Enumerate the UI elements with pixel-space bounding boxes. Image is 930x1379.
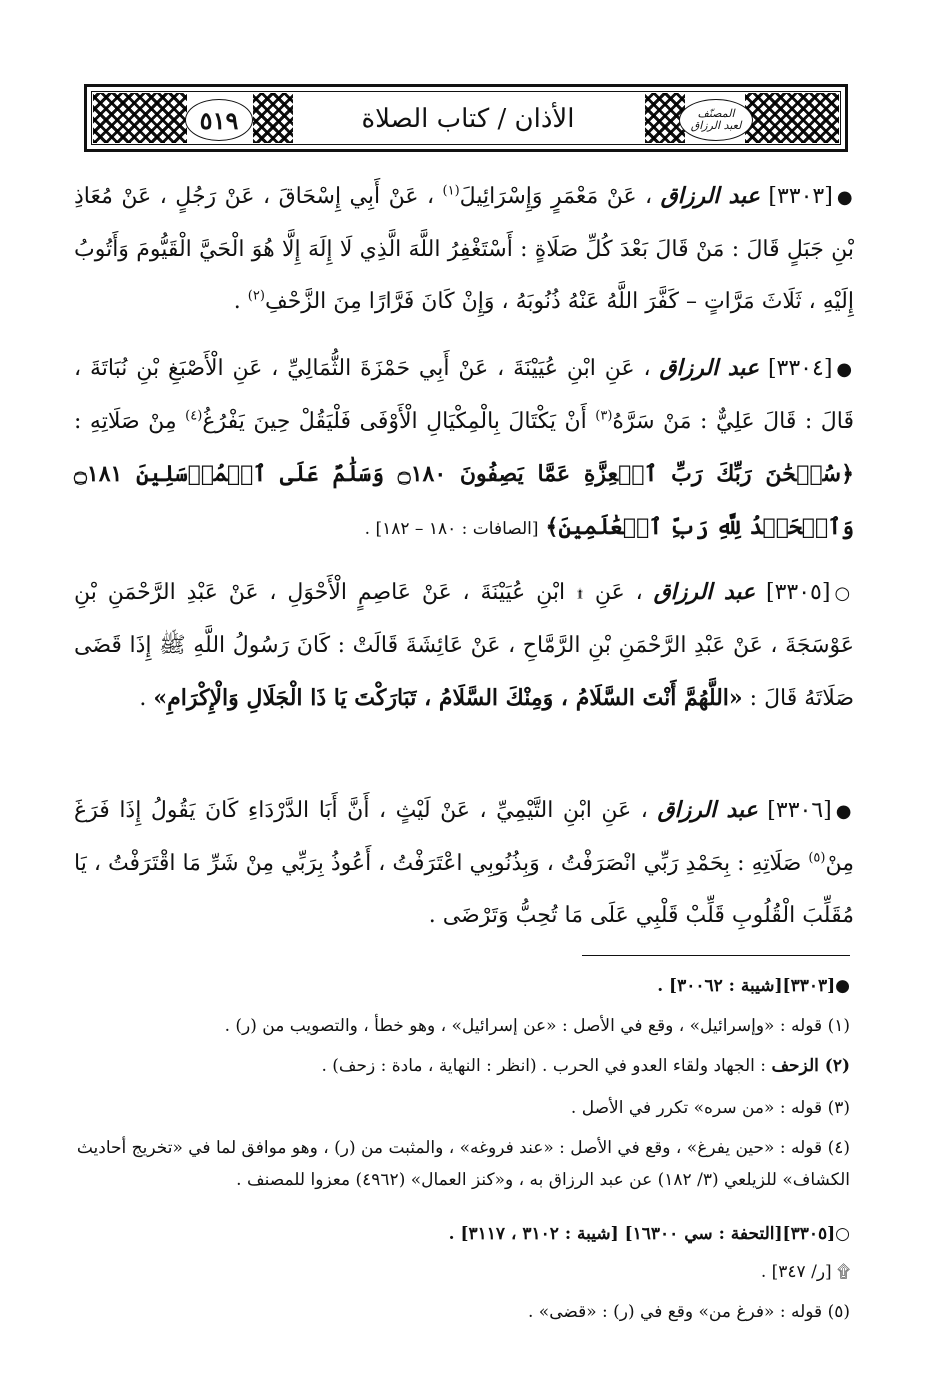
footnote-3: [74, 1092, 850, 1124]
hadith-text: أَنْ يَكْتَالَ بِالْمِكْيَالِ الْأَوْفَى فَلْيَقُلْ حِينَ يَفْرُغُ: [202, 409, 587, 434]
footnote-5: [74, 1296, 850, 1328]
footnote-mark: ○: [835, 1224, 850, 1244]
hadith-mark: ●: [835, 801, 854, 822]
running-title: الأذان / كتاب الصلاة: [297, 95, 639, 143]
hadith-text: ابْنِ عُيَيْنَةَ ، عَنْ عَاصِمٍ الْأَحْوَلِ ، عَنْ عَبْدِ الرَّحْمَنِ بْنِ عَوْسَجَةَ ، عَنْ عَبْدِ الرَّحْمَنِ بْنِ الرَّمَّاحِ ، عَنْ عَائِشَةَ قَالَتْ : كَانَ رَسُولُ اللَّهِ ﷺ إِذَا قَضَى صَلَاتَهُ قَالَ :: [74, 580, 854, 711]
hadith-3306: [74, 784, 854, 942]
narrator: عبد الرزاق: [657, 797, 758, 823]
hadith-text: صَلَاتِهِ : بِحَمْدِ رَبِّي انْصَرَفْتُ ، وَبِذُنُوبِي اعْتَرَفْتُ ، أَعُوذُ بِرَبِّي مِنْ شَرِّ مَا اقْتَرَفْتُ ، يَا مُقَلِّبَ الْقُلُوبِ قَلِّبْ قَلْبِي عَلَى مَا تُحِبُّ وَتَرْضَى .: [74, 851, 854, 928]
footnote-mark: ●: [835, 976, 850, 996]
footnote-source-3305: [74, 1218, 850, 1250]
footnote-divider: [582, 955, 850, 956]
book-emblem: [679, 99, 753, 141]
hadith-3304: [74, 342, 854, 555]
footnote-ref: (٥): [808, 850, 826, 866]
hadith-number: [٣٣٠٥]: [766, 580, 831, 605]
page-header: [84, 84, 848, 152]
footnote-label: (٢) الزحف: [771, 1056, 850, 1076]
footnote-text: ۩ [ر/ ٣٤٧] .: [760, 1262, 850, 1282]
footnote-label: [٣٣٠٣]: [782, 976, 836, 996]
footnote-text: : الجهاد ولقاء العدو في الحرب . (انظر : النهاية ، مادة : زحف) .: [321, 1056, 767, 1076]
footnote-manuscript-ref: [74, 1256, 850, 1288]
footnote-ref: (٤): [185, 408, 203, 424]
hadith-mark: ●: [836, 187, 854, 208]
ornament-left: [93, 93, 187, 143]
hadith-text: ، عَنِ: [594, 580, 643, 605]
footnote-ref: (٣): [595, 408, 613, 424]
hadith-mark: ●: [836, 359, 854, 380]
hadith-3305: [74, 566, 854, 725]
prophetic-supplication: «اللَّهُمَّ أَنْتَ السَّلَامُ ، وَمِنْكَ السَّلَامُ ، تَبَارَكْتَ يَا ذَا الْجَلَالِ وَالْإِكْرَامِ»: [153, 685, 743, 711]
quran-reference: [الصافات : ١٨٠ – ١٨٢] .: [364, 519, 539, 539]
emblem-line1: المصنّف: [697, 107, 735, 120]
hadith-text: ، عَنِ ابْنِ عُيَيْنَةَ ، عَنْ أَبِي حَمْزَةَ الثُّمَالِيِّ ، عَنِ الْأَصْبَغِ بْنِ نُبَاتَةَ ، قَالَ : قَالَ عَلِيٌّ : مَنْ سَرَّهُ: [74, 356, 854, 434]
hadith-mark: ○: [834, 583, 855, 604]
hadith-text: مِنْ صَلَاتِهِ :: [74, 409, 177, 434]
narrator: عبد الرزاق: [660, 183, 760, 209]
footnote-label: [٣٣٠٥]: [782, 1224, 836, 1244]
hadith-number: [٣٣٠٤]: [767, 356, 833, 381]
narrator: عبد الرزاق: [653, 579, 756, 605]
footnote-ref: (١): [442, 183, 460, 199]
footnote-text: [شيبة : ٣٠٠٦٢] .: [657, 976, 783, 996]
footnote-text: (٣) قوله : «من سره» تكرر في الأصل .: [570, 1098, 850, 1118]
hadith-text: .: [139, 686, 147, 711]
hadith-3303: [74, 170, 854, 328]
ornament-right: [745, 93, 839, 143]
hadith-number: [٣٣٠٣]: [768, 184, 833, 209]
page-number: ٥١٩: [185, 99, 253, 141]
hadith-text: ، عَنْ مَعْمَرٍ وَإِسْرَائِيلَ: [459, 184, 653, 209]
footnote-source-3303: [74, 970, 850, 1002]
quran-verse: ﴿سُبۡحَٰنَ رَبِّكَ رَبِّ ٱلۡعِزَّةِ عَمَّا يَصِفُونَ ۝١٨٠ وَسَلَٰمٌ عَلَى ٱلۡمُرۡسَلِينَ ۝١٨١ وَٱلۡحَمۡدُ لِلَّهِ رَبِّ ٱلۡعَٰلَمِينَ﴾: [74, 461, 854, 540]
footnote-4: [74, 1132, 850, 1196]
footnote-text: (٥) قوله : «فرغ من» وقع في (ر) : «قضى» .: [527, 1302, 850, 1322]
hadith-text: ، عَنِ ابْنِ التَّيْمِيِّ ، عَنْ لَيْثٍ ، أَنَّ أَبَا الدَّرْدَاءِ كَانَ يَقُولُ إِذَا فَرَغَ مِنْ: [74, 798, 854, 876]
footnote-text: [التحفة : سي ١٦٣٠٠] [شيبة : ٣١٠٢ ، ٣١١٧] .: [448, 1224, 783, 1244]
footnote-2: [74, 1050, 850, 1082]
hadith-number: [٣٣٠٦]: [767, 798, 832, 823]
manuscript-marker: ۩: [575, 580, 585, 605]
footnote-ref: (٢): [247, 288, 265, 304]
narrator: عبد الرزاق: [659, 355, 760, 381]
hadith-text: .: [233, 289, 241, 314]
footnote-text: (١) قوله : «وإسرائيل» ، وقع في الأصل : «عن إسرائيل» ، وهو خطأ ، والتصويب من (ر) .: [224, 1016, 850, 1036]
ornament-left-inner: [253, 93, 293, 143]
emblem-line2: لعبد الرزاق: [690, 119, 742, 132]
footnote-text: (٤) قوله : «حين يفرغ» ، وقع في الأصل : «عند فروغه» ، والمثبت من (ر) ، وهو موافق لما في «تخريج أحاديث الكشاف» للزيلعي (٣/ ١٨٢) عن عبد الرزاق به ، و«كنز العمال» (٤٩٦٢) معزوا للمصنف .: [76, 1138, 850, 1190]
footnote-1: [74, 1010, 850, 1042]
hadith-text: ، عَنْ أَبِي إِسْحَاقَ ، عَنْ رَجُلٍ ، عَنْ مُعَاذِ بْنِ جَبَلٍ قَالَ : مَنْ قَالَ بَعْدَ كُلِّ صَلَاةٍ : أَسْتَغْفِرُ اللَّهَ الَّذِي لَا إِلَهَ إِلَّا هُوَ الْحَيَّ الْقَيُّومَ وَأَتُوبُ إِلَيْهِ ، ثَلَاثَ مَرَّاتٍ – كَفَّرَ اللَّهُ عَنْهُ ذُنُوبَهُ ، وَإِنْ كَانَ فَرَّارًا مِنَ الزَّحْفِ: [74, 184, 854, 314]
